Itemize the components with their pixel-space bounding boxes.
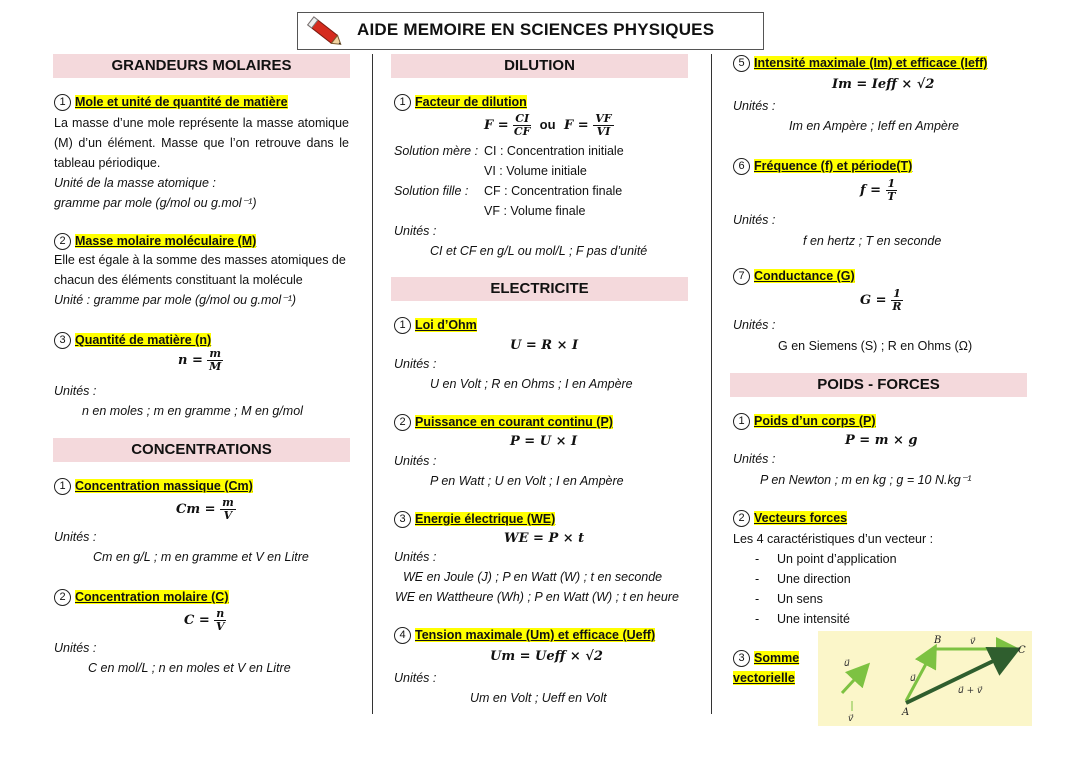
units-label: Unités : bbox=[54, 530, 97, 544]
page-title: AIDE MEMOIRE EN SCIENCES PHYSIQUES bbox=[357, 20, 715, 39]
section-cm bbox=[54, 478, 253, 495]
unit-value: Unité : gramme par mole (g/mol ou g.mol⁻¹) bbox=[54, 293, 297, 307]
units-text: n en moles ; m en gramme ; M en g/mol bbox=[82, 404, 303, 418]
list-item: - Une intensité bbox=[755, 612, 850, 626]
column-divider bbox=[711, 54, 712, 714]
units-text: U en Volt ; R en Ohms ; I en Ampère bbox=[430, 377, 633, 391]
units-label: Unités : bbox=[54, 384, 97, 398]
units-text: WE en Joule (J) ; P en Watt (W) ; t en seconde bbox=[403, 570, 663, 584]
units-label: Unités : bbox=[733, 452, 776, 466]
svg-text:u⃗: u⃗ bbox=[910, 674, 916, 684]
section-vecteurs bbox=[733, 510, 933, 629]
svg-text:A: A bbox=[902, 707, 910, 718]
units-label: Unités : bbox=[54, 641, 97, 655]
subsection-title: Masse molaire moléculaire (M) bbox=[75, 233, 257, 248]
number-badge: 3 bbox=[733, 650, 750, 667]
subsection-title: Somme bbox=[754, 650, 800, 665]
paragraph: Elle est égale à la somme des masses atomiques de chacun des éléments constituant la molécule bbox=[54, 253, 346, 287]
formula: Im = Ieff × √2 bbox=[832, 77, 935, 92]
units-text: WE en Wattheure (Wh) ; P en Watt (W) ; t en heure bbox=[395, 590, 679, 604]
units-label: Unités : bbox=[394, 671, 437, 685]
section-quantite bbox=[54, 332, 211, 349]
subsection-title: Facteur de dilution bbox=[415, 94, 527, 109]
subsection-title: Fréquence (f) et période(T) bbox=[754, 158, 913, 173]
subsection-title: Poids d’un corps (P) bbox=[754, 413, 876, 428]
number-badge: 3 bbox=[54, 332, 71, 349]
subsection-title: Mole et unité de quantité de matière bbox=[75, 94, 288, 109]
number-badge: 1 bbox=[54, 94, 71, 111]
number-badge: 2 bbox=[54, 233, 71, 250]
section-intensite bbox=[733, 55, 987, 72]
subsection-title: Concentration massique (Cm) bbox=[75, 478, 253, 493]
text: CI : Concentration initiale bbox=[484, 144, 624, 158]
units-label: Unités : bbox=[733, 318, 776, 332]
number-badge: 7 bbox=[733, 268, 750, 285]
section-ohm bbox=[394, 317, 477, 334]
number-badge: 1 bbox=[733, 413, 750, 430]
text: VI : Volume initiale bbox=[484, 164, 587, 178]
text: VF : Volume finale bbox=[484, 204, 586, 218]
subsection-title: Concentration molaire (C) bbox=[75, 589, 229, 604]
units-text: Um en Volt ; Ueff en Volt bbox=[470, 691, 607, 705]
section-header: ELECTRICITE bbox=[391, 277, 688, 301]
number-badge: 5 bbox=[733, 55, 750, 72]
section-tension bbox=[394, 627, 655, 644]
number-badge: 2 bbox=[733, 510, 750, 527]
units-label: Unités : bbox=[733, 99, 776, 113]
formula: Um = Ueff × √2 bbox=[490, 649, 603, 664]
units-text: P en Watt ; U en Volt ; I en Ampère bbox=[430, 474, 624, 488]
subsection-title: Energie électrique (WE) bbox=[415, 511, 556, 526]
units-text: P en Newton ; m en kg ; g = 10 N.kg⁻¹ bbox=[760, 473, 972, 487]
svg-text:u⃗: u⃗ bbox=[844, 659, 850, 669]
number-badge: 2 bbox=[54, 589, 71, 606]
section-puissance bbox=[394, 414, 613, 431]
svg-text:C: C bbox=[1018, 645, 1026, 656]
section-frequence bbox=[733, 158, 912, 175]
section-c bbox=[54, 589, 229, 606]
formula: G = $\frac{1}{R}$ bbox=[860, 287, 902, 313]
section-masse-molaire bbox=[54, 233, 354, 310]
intro-text: Les 4 caractéristiques d’un vecteur : bbox=[733, 532, 934, 546]
formula: F = $\frac{CI}{CF}$ ou F = $\frac{VF}{VI}$ bbox=[484, 112, 612, 138]
svg-text:u⃗ + v⃗: u⃗ + v⃗ bbox=[958, 686, 983, 696]
units-label: Unités : bbox=[394, 454, 437, 468]
unit-label: Unité de la masse atomique : bbox=[54, 176, 216, 190]
list-item: - Un sens bbox=[755, 592, 823, 606]
units-text: Cm en g/L ; m en gramme et V en Litre bbox=[93, 550, 309, 564]
subsection-title: Puissance en courant continu (P) bbox=[415, 414, 613, 429]
units-text: Im en Ampère ; Ieff en Ampère bbox=[789, 119, 959, 133]
column-divider bbox=[372, 54, 373, 714]
formula: f = $\frac{1}{T}$ bbox=[860, 177, 896, 203]
paragraph: La masse d’une mole représente la masse atomique (M) d’un élément. Masse que l’on retrouve dans le tableau périodique. bbox=[54, 116, 349, 170]
units-text: CI et CF en g/L ou mol/L ; F pas d’unité bbox=[430, 244, 648, 258]
formula: n = $\frac{m}{M}$ bbox=[178, 347, 222, 373]
section-header: POIDS - FORCES bbox=[730, 373, 1027, 397]
subsection-title: Tension maximale (Um) et efficace (Ueff) bbox=[415, 627, 656, 642]
units-text: C en mol/L ; n en moles et V en Litre bbox=[88, 661, 291, 675]
formula: U = R × I bbox=[510, 338, 579, 353]
units-label: Unités : bbox=[394, 550, 437, 564]
number-badge: 1 bbox=[54, 478, 71, 495]
subsection-title: Loi d’Ohm bbox=[415, 317, 477, 332]
number-badge: 3 bbox=[394, 511, 411, 528]
section-header: DILUTION bbox=[391, 54, 688, 78]
subsection-title: Conductance (G) bbox=[754, 268, 855, 283]
formula: P = U × I bbox=[510, 434, 578, 449]
formula: P = m × g bbox=[845, 433, 918, 448]
section-energie bbox=[394, 511, 555, 528]
units-text: G en Siemens (S) ; R en Ohms (Ω) bbox=[778, 339, 973, 353]
subsection-title: Intensité maximale (Im) et efficace (Ieff) bbox=[754, 55, 988, 70]
label: Solution mère : bbox=[394, 144, 479, 158]
svg-text:B: B bbox=[934, 635, 942, 646]
unit-value: gramme par mole (g/mol ou g.mol⁻¹) bbox=[54, 196, 257, 210]
section-header: GRANDEURS MOLAIRES bbox=[53, 54, 350, 78]
number-badge: 6 bbox=[733, 158, 750, 175]
units-text: f en hertz ; T en seconde bbox=[803, 234, 942, 248]
section-conductance bbox=[733, 268, 855, 285]
section-mole bbox=[54, 94, 349, 213]
number-badge: 2 bbox=[394, 414, 411, 431]
number-badge: 1 bbox=[394, 94, 411, 111]
section-dilution bbox=[394, 94, 527, 111]
number-badge: 4 bbox=[394, 627, 411, 644]
pencil-icon bbox=[303, 14, 347, 50]
section-poids bbox=[733, 413, 876, 430]
subsection-title: Vecteurs forces bbox=[754, 510, 848, 525]
units-label: Unités : bbox=[394, 224, 437, 238]
list-item: - Une direction bbox=[755, 572, 851, 586]
units-label: Unités : bbox=[733, 213, 776, 227]
section-header: CONCENTRATIONS bbox=[53, 438, 350, 462]
subsection-title: vectorielle bbox=[733, 671, 795, 685]
vector-sum-figure bbox=[818, 631, 1032, 726]
svg-text:v⃗: v⃗ bbox=[848, 714, 854, 724]
list-item: - Un point d’application bbox=[755, 552, 897, 566]
subsection-title: Quantité de matière (n) bbox=[75, 332, 212, 347]
text: CF : Concentration finale bbox=[484, 184, 623, 198]
formula: WE = P × t bbox=[504, 531, 585, 546]
label: Solution fille : bbox=[394, 184, 469, 198]
svg-text:v⃗: v⃗ bbox=[970, 637, 976, 647]
number-badge: 1 bbox=[394, 317, 411, 334]
section-somme bbox=[733, 650, 799, 685]
formula: Cm = $\frac{m}{V}$ bbox=[176, 496, 234, 522]
formula: C = $\frac{n}{V}$ bbox=[184, 607, 225, 633]
units-label: Unités : bbox=[394, 357, 437, 371]
